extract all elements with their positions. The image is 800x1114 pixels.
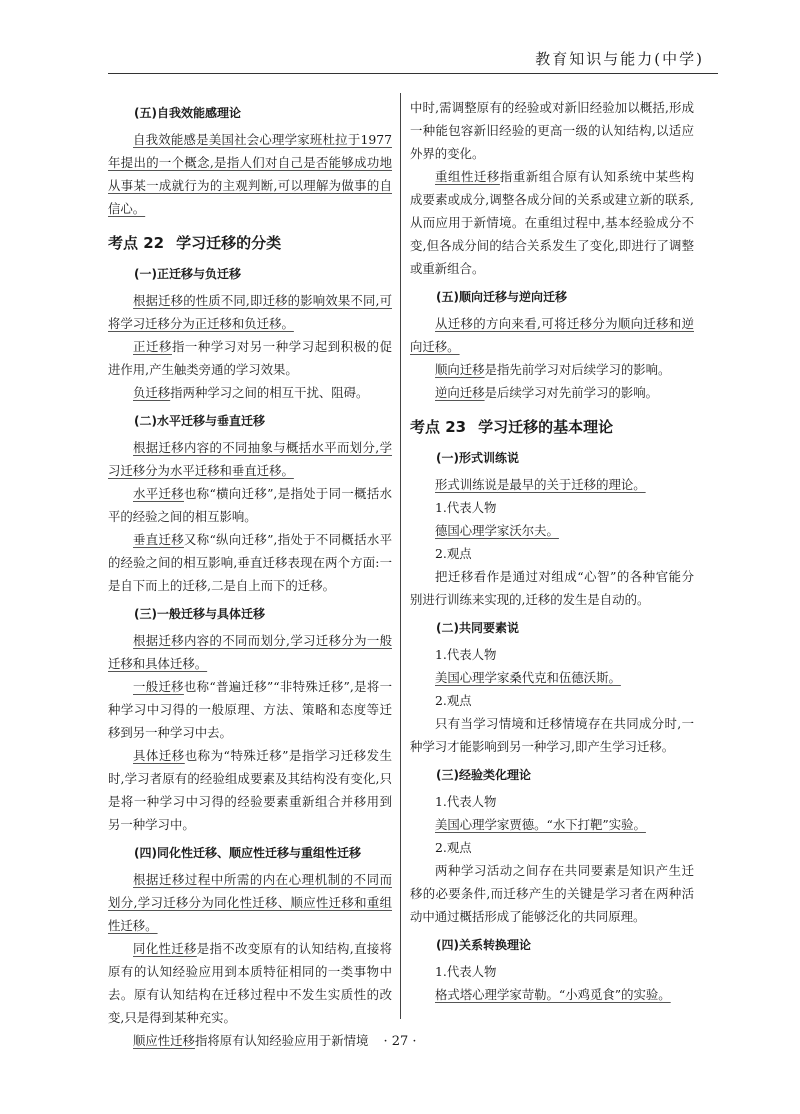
section-heading: (三)一般迁移与具体迁移 (134, 607, 265, 621)
paragraph: 根据迁移内容的不同抽象与概括水平而划分,学习迁移分为水平迁移和垂直迁移。 (108, 440, 392, 478)
paragraph: 同化性迁移是指不改变原有的认知结构,直接将原有的认知经验应用到本质特征相同的一类事物中去。原有认知结构在迁移过程中不发生实质性的改变,只是得到某种充实。 (108, 941, 392, 1025)
section-heading: (一)形式训练说 (436, 451, 519, 465)
paragraph: 2.观点 (435, 546, 472, 561)
section-heading: (五)自我效能感理论 (134, 106, 241, 120)
section-heading: (三)经验类化理论 (436, 768, 531, 782)
paragraph: 顺向迁移是指先前学习对后续学习的影响。 (435, 362, 671, 377)
left-column (108, 96, 392, 1052)
paragraph: 形式训练说是最早的关于迁移的理论。 (435, 477, 646, 492)
paragraph: 具体迁移也称为“特殊迁移”是指学习迁移发生时,学习者原有的经验组成要素及其结构没有变化,只是将一种学习中习得的经验要素重新组合并移用到另一种学习中。 (108, 748, 393, 832)
section-heading: (五)顺向迁移与逆向迁移 (436, 290, 567, 304)
paragraph: 1.代表人物 (435, 647, 497, 662)
page-number: · 27 · (383, 1034, 417, 1049)
paragraph: 美国心理学家桑代克和伍德沃斯。 (435, 670, 621, 685)
paragraph: 1.代表人物 (435, 794, 497, 809)
paragraph: 德国心理学家沃尔夫。 (435, 523, 559, 538)
section-heading: (二)共同要素说 (436, 621, 519, 635)
column-divider (400, 93, 401, 1019)
paragraph: 2.观点 (435, 693, 472, 708)
right-column (410, 96, 694, 1006)
section-heading: (二)水平迁移与垂直迁移 (134, 414, 265, 428)
header-rule (108, 73, 718, 74)
paragraph: 根据迁移过程中所需的内在心理机制的不同而划分,学习迁移分为同化性迁移、顺应性迁移和重组性迁移。 (108, 872, 392, 933)
paragraph: 从迁移的方向来看,可将迁移分为顺向迁移和逆向迁移。 (410, 316, 694, 354)
paragraph: 根据迁移的性质不同,即迁移的影响效果不同,可将学习迁移分为正迁移和负迁移。 (108, 293, 392, 331)
paragraph: 把迁移看作是通过对组成“心智”的各种官能分别进行训练来实现的,迁移的发生是自动的。 (410, 569, 694, 607)
exam-point-heading: 考点 22 学习迁移的分类 (108, 234, 282, 252)
section-heading: (四)同化性迁移、顺应性迁移与重组性迁移 (134, 846, 361, 860)
paragraph: 中时,需调整原有的经验或对新旧经验加以概括,形成一种能包容新旧经验的更高一级的认知结构,以适应外界的变化。 (410, 100, 694, 161)
exam-point-heading: 考点 23 学习迁移的基本理论 (410, 418, 614, 436)
paragraph: 自我效能感是美国社会心理学家班杜拉于1977年提出的一个概念,是指人们对自己是否能够成功地从事某一成就行为的主观判断,可以理解为做事的自信心。 (108, 132, 392, 216)
paragraph: 重组性迁移指重新组合原有认知系统中某些构成要素或成分,调整各成分间的关系或建立新的联系,从而应用于新情境。在重组过程中,基本经验成分不变,但各成分间的结合关系发生了变化,即进行了调整或重新组合。 (410, 169, 695, 276)
paragraph: 垂直迁移又称“纵向迁移”,指处于不同概括水平的经验之间的相互影响,垂直迁移表现在两个方面:一是自下而上的迁移,二是自上而下的迁移。 (108, 532, 393, 593)
paragraph: 正迁移指一种学习对另一种学习起到积极的促进作用,产生触类旁通的学习效果。 (108, 339, 393, 377)
paragraph: 逆向迁移是后续学习对先前学习的影响。 (435, 385, 659, 400)
section-heading: (四)关系转换理论 (436, 938, 531, 952)
paragraph: 1.代表人物 (435, 500, 497, 515)
paragraph: 根据迁移内容的不同而划分,学习迁移分为一般迁移和具体迁移。 (108, 633, 392, 671)
section-heading: (一)正迁移与负迁移 (134, 267, 241, 281)
paragraph: 2.观点 (435, 840, 472, 855)
paragraph: 格式塔心理学家苛勒。“小鸡觅食”的实验。 (435, 987, 671, 1002)
paragraph: 顺应性迁移指将原有认知经验应用于新情境 (133, 1033, 369, 1048)
paragraph: 两种学习活动之间存在共同要素是知识产生迁移的必要条件,而迁移产生的关键是学习者在两种活动中通过概括形成了能够泛化的共同原理。 (410, 863, 694, 924)
paragraph: 只有当学习情境和迁移情境存在共同成分时,一种学习才能影响到另一种学习,即产生学习迁移。 (410, 716, 694, 754)
paragraph: 美国心理学家贾德。“水下打靶”实验。 (435, 817, 646, 832)
header-title: 教育知识与能力(中学) (535, 50, 704, 68)
paragraph: 一般迁移也称“普遍迁移”“非特殊迁移”,是将一种学习中习得的一般原理、方法、策略和态度等迁移到另一种学习中去。 (108, 679, 393, 740)
paragraph: 1.代表人物 (435, 964, 497, 979)
page-header (108, 46, 718, 74)
paragraph: 负迁移指两种学习之间的相互干扰、阻碍。 (133, 385, 369, 400)
paragraph: 水平迁移也称“横向迁移”,是指处于同一概括水平的经验之间的相互影响。 (108, 486, 393, 524)
